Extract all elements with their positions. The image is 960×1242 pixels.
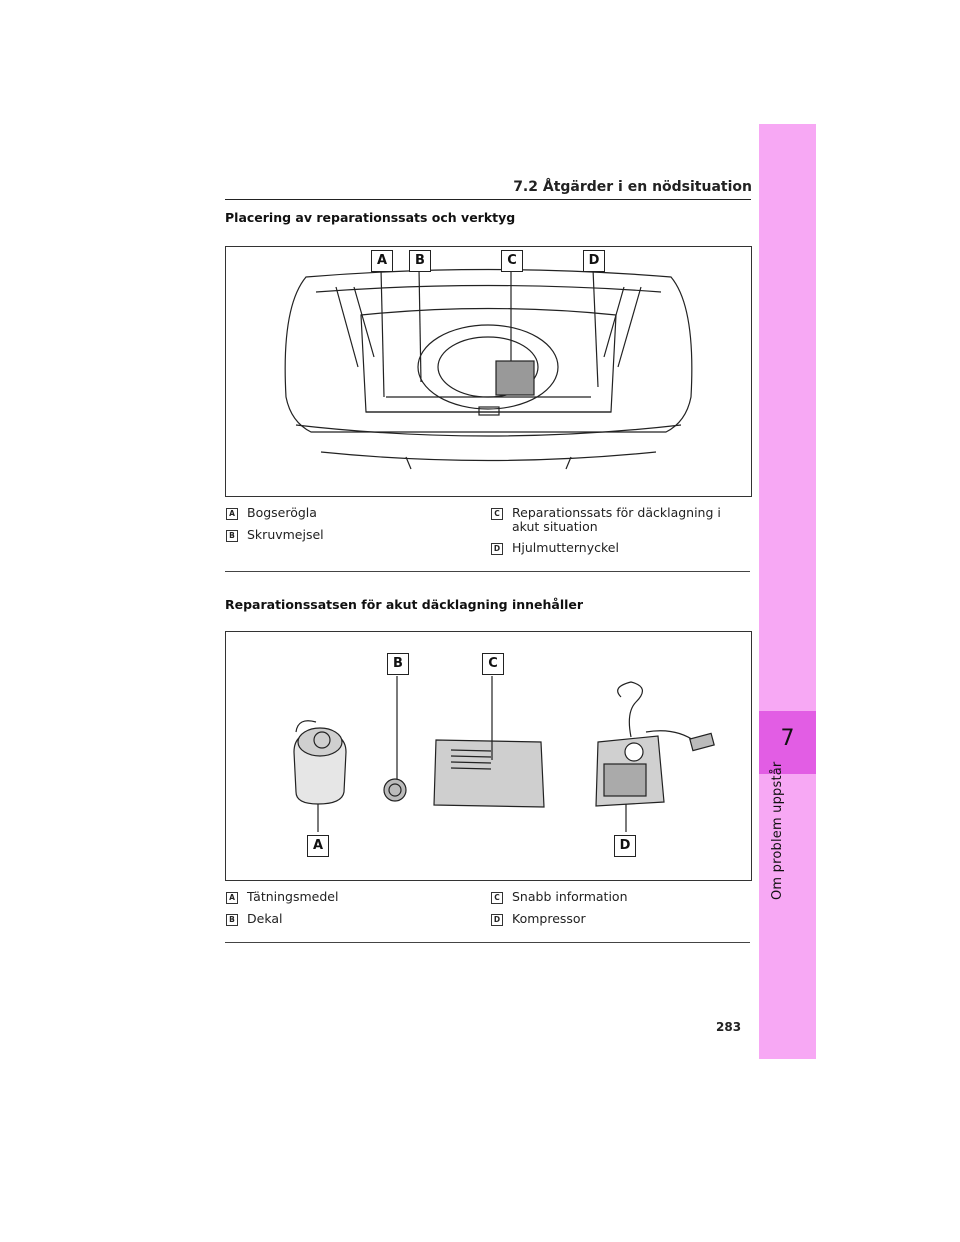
callout-a-badge: A bbox=[371, 250, 393, 272]
legend-item bbox=[491, 541, 619, 555]
legend-item bbox=[491, 912, 586, 926]
section-header: 7.2 Åtgärder i en nödsituation bbox=[513, 179, 752, 195]
callout-c-badge: C bbox=[501, 250, 523, 272]
page-number: 283 bbox=[716, 1020, 742, 1034]
section-divider bbox=[225, 571, 750, 572]
legend-key-badge: C bbox=[491, 892, 503, 904]
legend-text: Dekal bbox=[247, 911, 283, 926]
legend-key-badge: D bbox=[491, 543, 503, 555]
callout-c-badge: C bbox=[482, 653, 504, 675]
legend-item bbox=[491, 890, 628, 904]
callout-a-badge: A bbox=[307, 835, 329, 857]
repair-kit-illustration bbox=[225, 631, 752, 881]
legend-key-badge: B bbox=[226, 530, 238, 542]
legend-text: Hjulmutternyckel bbox=[512, 540, 619, 555]
callout-d-badge: D bbox=[583, 250, 605, 272]
callout-d-badge: D bbox=[614, 835, 636, 857]
legend-item bbox=[226, 890, 338, 904]
legend-text: Snabb information bbox=[512, 889, 628, 904]
legend-text: Skruvmejsel bbox=[247, 527, 324, 542]
legend-item bbox=[226, 912, 282, 926]
legend-item bbox=[226, 528, 324, 542]
legend-key-badge: B bbox=[226, 914, 238, 926]
legend-text-continued: akut situation bbox=[512, 519, 598, 534]
section-divider bbox=[225, 942, 750, 943]
legend-item bbox=[491, 506, 721, 520]
legend-text: Bogserögla bbox=[247, 505, 317, 520]
callout-b-badge: B bbox=[387, 653, 409, 675]
trunk-illustration bbox=[225, 246, 752, 497]
section2-heading: Reparationssatsen för akut däcklagning innehåller bbox=[225, 597, 584, 612]
legend-text: Reparationssats för däcklagning i bbox=[512, 505, 721, 520]
legend-item bbox=[226, 506, 317, 520]
legend-key-badge: A bbox=[226, 508, 238, 520]
legend-key-badge: D bbox=[491, 914, 503, 926]
chapter-title: Om problem uppstår bbox=[770, 761, 785, 900]
section1-heading: Placering av reparationssats och verktyg bbox=[225, 210, 516, 225]
chapter-number: 7 bbox=[780, 726, 795, 751]
legend-text: Kompressor bbox=[512, 911, 586, 926]
legend-key-badge: C bbox=[491, 508, 503, 520]
callout-b-badge: B bbox=[409, 250, 431, 272]
legend-text: Tätningsmedel bbox=[247, 889, 339, 904]
legend-key-badge: A bbox=[226, 892, 238, 904]
trunk-drawing bbox=[226, 247, 751, 496]
chapter-side-tab bbox=[759, 124, 816, 1059]
header-rule bbox=[225, 199, 751, 200]
